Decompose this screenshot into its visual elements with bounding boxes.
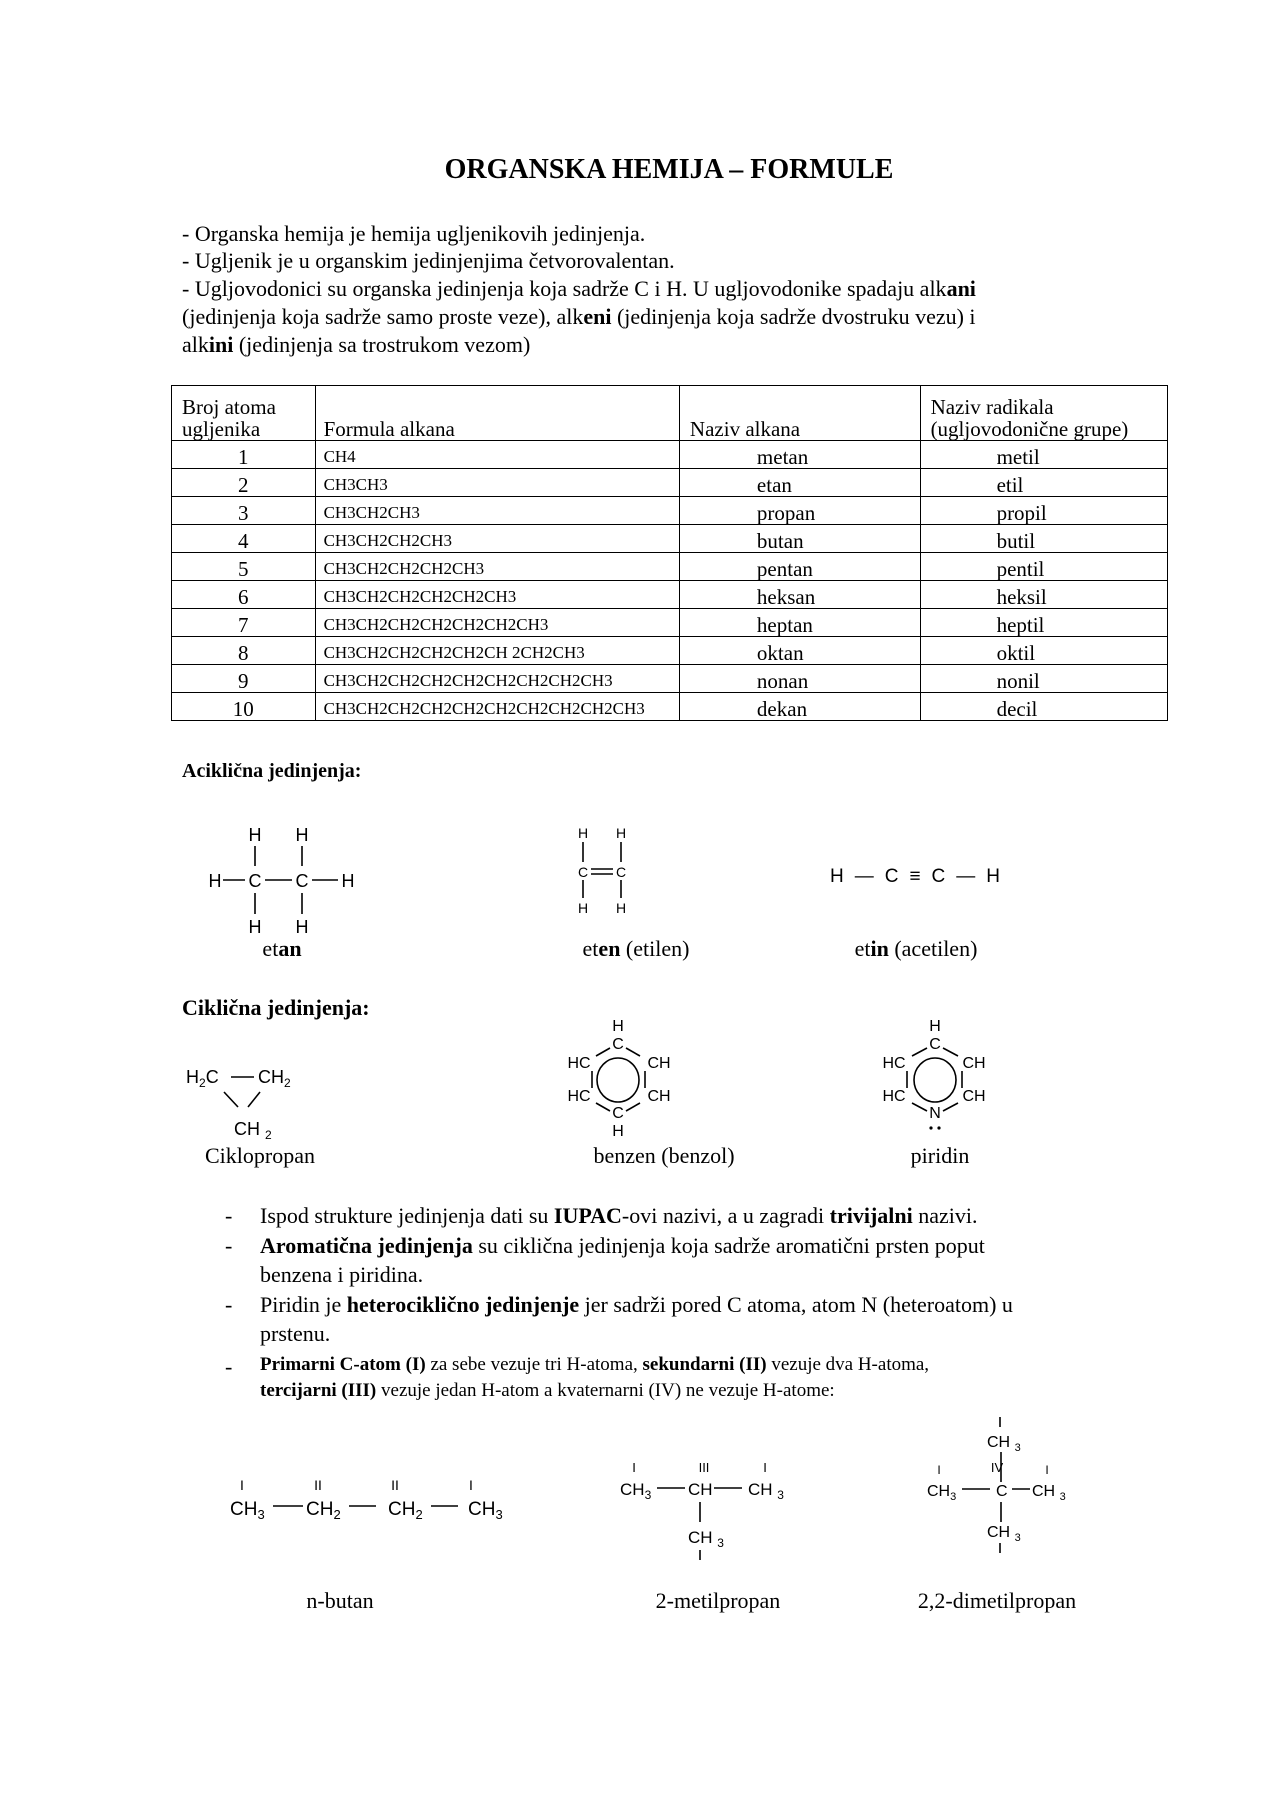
- radical-name: pentil: [920, 553, 1167, 581]
- text: (jedinjenja sa trostrukom vezom): [233, 332, 531, 357]
- svg-text:CH 3: CH $_3$: [1032, 1483, 1066, 1503]
- bold-text: in: [870, 936, 889, 961]
- svg-text:I: I: [632, 1460, 636, 1475]
- radical-name: heksil: [920, 581, 1167, 609]
- svg-text:CH3: $CH_3$: [468, 1499, 503, 1522]
- svg-text:CH 2: CH $_2$: [234, 1119, 272, 1142]
- column-header: Naziv radikala (ugljovodonične grupe): [920, 386, 1167, 441]
- svg-text:III: III: [698, 1460, 710, 1475]
- svg-text:H: H: [615, 825, 627, 841]
- page-title: ORGANSKA HEMIJA – FORMULE: [444, 154, 894, 185]
- alkane-formula: CH3CH2CH2CH2CH2CH2CH3: [315, 609, 679, 637]
- svg-text:H: H: [929, 1018, 941, 1035]
- svg-text:C: C: [615, 864, 627, 880]
- alkane-name: oktan: [679, 637, 920, 665]
- text: (jedinjenja koja sadrže dvostruku vezu) i: [611, 304, 976, 329]
- bold-text: trivijalni: [829, 1203, 913, 1228]
- text: nazivi.: [912, 1203, 978, 1228]
- structure-benzen: [567, 1018, 670, 1140]
- svg-text:II: II: [314, 1477, 322, 1493]
- svg-text:I: I: [1045, 1463, 1049, 1477]
- svg-text:C: C: [248, 871, 262, 891]
- svg-text:CH: CH: [962, 1055, 986, 1072]
- text: jer sadrži pored C atoma, atom N (heteroatom) u: [579, 1292, 1013, 1317]
- label-2-metilpropan: 2-metilpropan: [655, 1588, 781, 1613]
- column-header: Naziv alkana: [679, 386, 920, 441]
- alkane-name: metan: [679, 441, 920, 469]
- svg-text:IV: IV: [990, 1460, 1004, 1475]
- text: (acetilen): [888, 936, 978, 961]
- alkane-formula: CH3CH2CH2CH2CH2CH2CH2CH2CH2CH3: [315, 693, 679, 721]
- svg-text:CH2: $CH_2$: [388, 1499, 423, 1522]
- text: (jedinjenja koja sadrže samo proste veze), alk: [182, 304, 584, 329]
- carbon-count: 5: [172, 553, 316, 581]
- text: alk: [182, 332, 209, 357]
- text: vezuje jedan H-atom a kvaternarni (IV) ne vezuje H-atome:: [376, 1380, 835, 1401]
- carbon-count: 10: [172, 693, 316, 721]
- bold-text: IUPAC: [553, 1203, 622, 1228]
- text: prstenu.: [260, 1321, 331, 1346]
- svg-text:C: C: [612, 1036, 624, 1053]
- alkane-name: dekan: [679, 693, 920, 721]
- bold-text: ini: [208, 332, 234, 357]
- radical-name: nonil: [920, 665, 1167, 693]
- svg-text:CH 3: CH $_3$: [688, 1528, 724, 1550]
- svg-text:H: H: [295, 825, 309, 845]
- label-2-2-dimetilpropan: 2,2-dimetilpropan: [917, 1588, 1077, 1613]
- bold-text: heterociklično jedinjenje: [346, 1292, 580, 1317]
- bullet-dash: -: [225, 1292, 233, 1317]
- structure-piridin: [882, 1018, 985, 1130]
- column-header: Formula alkana: [315, 386, 679, 441]
- text: :: [354, 760, 362, 782]
- svg-text:CH2: $CH_2$: [258, 1067, 291, 1090]
- structure-etin: [830, 866, 1000, 887]
- text: - Ugljenik je u organskim jedinjenjima četvorovalentan.: [182, 248, 675, 273]
- carbon-count: 4: [172, 525, 316, 553]
- alkane-name: pentan: [679, 553, 920, 581]
- text: Ispod strukture jedinjenja dati su: [260, 1203, 554, 1228]
- text: (etilen): [620, 936, 690, 961]
- bold-text: Aromatična jedinjenja: [260, 1233, 473, 1258]
- svg-text:CH 3: CH $_3$: [987, 1524, 1021, 1544]
- svg-text:N: N: [929, 1105, 941, 1122]
- svg-text:H: H: [577, 900, 589, 916]
- label-piridin: piridin: [910, 1143, 970, 1168]
- svg-text:HC: HC: [882, 1088, 906, 1105]
- column-header: Broj atoma ugljenika: [172, 386, 316, 441]
- bold-text: sekundarni (II): [642, 1354, 767, 1375]
- bold-text: an: [278, 936, 302, 961]
- alkane-name: nonan: [679, 665, 920, 693]
- text: -ovi nazivi, a u zagradi: [621, 1203, 830, 1228]
- text: et: [262, 936, 279, 961]
- text: za sebe vezuje tri H-atoma,: [425, 1354, 643, 1375]
- svg-text:HC: HC: [567, 1055, 591, 1072]
- text: su ciklična jedinjenja koja sadrže aromatični prsten poput: [472, 1233, 985, 1258]
- carbon-count: 1: [172, 441, 316, 469]
- svg-text:C: C: [295, 871, 309, 891]
- bullet-dash: -: [225, 1233, 233, 1258]
- svg-text:C: C: [612, 1105, 624, 1122]
- carbon-count: 7: [172, 609, 316, 637]
- carbon-count: 8: [172, 637, 316, 665]
- svg-text:CH: CH: [962, 1088, 986, 1105]
- svg-text:HC: HC: [882, 1055, 906, 1072]
- svg-text:H2C: $H_2C$: [186, 1067, 219, 1090]
- structure-ciklopropan: [186, 1067, 291, 1142]
- alkane-formula: CH3CH3: [315, 469, 679, 497]
- text: - Ugljovodonici su organska jedinjenja koja sadrže C i H. U ugljovodonike spadaju alk: [182, 276, 947, 301]
- carbon-count: 3: [172, 497, 316, 525]
- structure-2-metilpropan: [620, 1460, 784, 1560]
- svg-text:I: I: [937, 1463, 941, 1477]
- svg-text:I: I: [240, 1477, 244, 1493]
- text: benzena i piridina.: [260, 1262, 424, 1287]
- svg-text:HC: HC: [567, 1088, 591, 1105]
- label-n-butan: n-butan: [306, 1588, 374, 1613]
- carbon-count: 6: [172, 581, 316, 609]
- radical-name: butil: [920, 525, 1167, 553]
- alkane-name: etan: [679, 469, 920, 497]
- structure-2-2-dimetilpropan: [927, 1417, 1066, 1553]
- alkane-name: propan: [679, 497, 920, 525]
- alkane-name: heksan: [679, 581, 920, 609]
- alkane-formula: CH3CH2CH2CH3: [315, 525, 679, 553]
- svg-text:C: C: [577, 864, 589, 880]
- alkane-formula: CH4: [315, 441, 679, 469]
- radical-name: oktil: [920, 637, 1167, 665]
- radical-name: metil: [920, 441, 1167, 469]
- bold-text: en: [598, 936, 621, 961]
- svg-text:C: C: [996, 1483, 1008, 1500]
- structure-etan: [209, 825, 355, 937]
- text: et: [582, 936, 599, 961]
- svg-text:C: C: [929, 1036, 941, 1053]
- carbon-count: 2: [172, 469, 316, 497]
- svg-text:H: H: [615, 900, 627, 916]
- svg-text:H: H: [208, 871, 222, 891]
- alkane-formula: CH3CH2CH2CH2CH3: [315, 553, 679, 581]
- alkane-formula: CH3CH2CH2CH2CH2CH3: [315, 581, 679, 609]
- radical-name: heptil: [920, 609, 1167, 637]
- svg-text:CH3: $CH_3$: [927, 1483, 957, 1503]
- bold-text: Aciklična jedinjenja: [182, 760, 355, 782]
- svg-text:CH3: $CH_3$: [230, 1499, 265, 1522]
- svg-text:CH: CH: [647, 1055, 671, 1072]
- structure-eten: [578, 825, 626, 916]
- text: - Organska hemija je hemija ugljenikovih jedinjenja.: [182, 221, 646, 246]
- svg-text:H: H: [295, 917, 309, 937]
- radical-name: decil: [920, 693, 1167, 721]
- svg-text:I: I: [469, 1477, 473, 1493]
- svg-text:CH3: $CH_3$: [620, 1480, 652, 1502]
- svg-text:H: H: [341, 871, 355, 891]
- svg-text:CH 3: CH $_3$: [987, 1434, 1021, 1454]
- alkane-name: heptan: [679, 609, 920, 637]
- radical-name: etil: [920, 469, 1167, 497]
- svg-text:H: H: [612, 1018, 624, 1035]
- radical-name: propil: [920, 497, 1167, 525]
- text: Piridin je: [260, 1292, 347, 1317]
- structure-n-butan: [230, 1477, 503, 1522]
- svg-text:CH: CH: [688, 1480, 713, 1499]
- bullet-dash: -: [225, 1203, 233, 1228]
- svg-text:H: H: [248, 917, 262, 937]
- svg-text:CH2: $CH_2$: [306, 1499, 341, 1522]
- label-benzen: benzen (benzol): [593, 1143, 735, 1168]
- alkane-formula: CH3CH2CH2CH2CH2CH2CH2CH2CH3: [315, 665, 679, 693]
- svg-text:CH 3: CH $_3$: [748, 1480, 784, 1502]
- alkane-name: butan: [679, 525, 920, 553]
- svg-text:H—C≡C—H: H—C≡C—H: [830, 866, 1000, 887]
- svg-text:H: H: [612, 1123, 624, 1140]
- bold-text: eni: [583, 304, 612, 329]
- svg-text:CH: CH: [647, 1088, 671, 1105]
- cyclic-heading: Ciklična jedinjenja:: [182, 995, 370, 1020]
- text: et: [854, 936, 871, 961]
- svg-text:II: II: [391, 1477, 399, 1493]
- svg-text:H: H: [248, 825, 262, 845]
- text: vezuje dva H-atoma,: [766, 1354, 930, 1375]
- label-ciklopropan: Ciklopropan: [205, 1143, 315, 1168]
- carbon-count: 9: [172, 665, 316, 693]
- bold-text: ani: [946, 276, 976, 301]
- alkane-formula: CH3CH2CH2CH2CH2CH 2CH2CH3: [315, 637, 679, 665]
- bold-text: tercijarni (III): [260, 1380, 377, 1401]
- svg-text:H: H: [577, 825, 589, 841]
- svg-text:I: I: [763, 1460, 767, 1475]
- bullet-dash: -: [225, 1354, 233, 1379]
- bold-text: Primarni C-atom (I): [260, 1354, 426, 1375]
- alkane-formula: CH3CH2CH3: [315, 497, 679, 525]
